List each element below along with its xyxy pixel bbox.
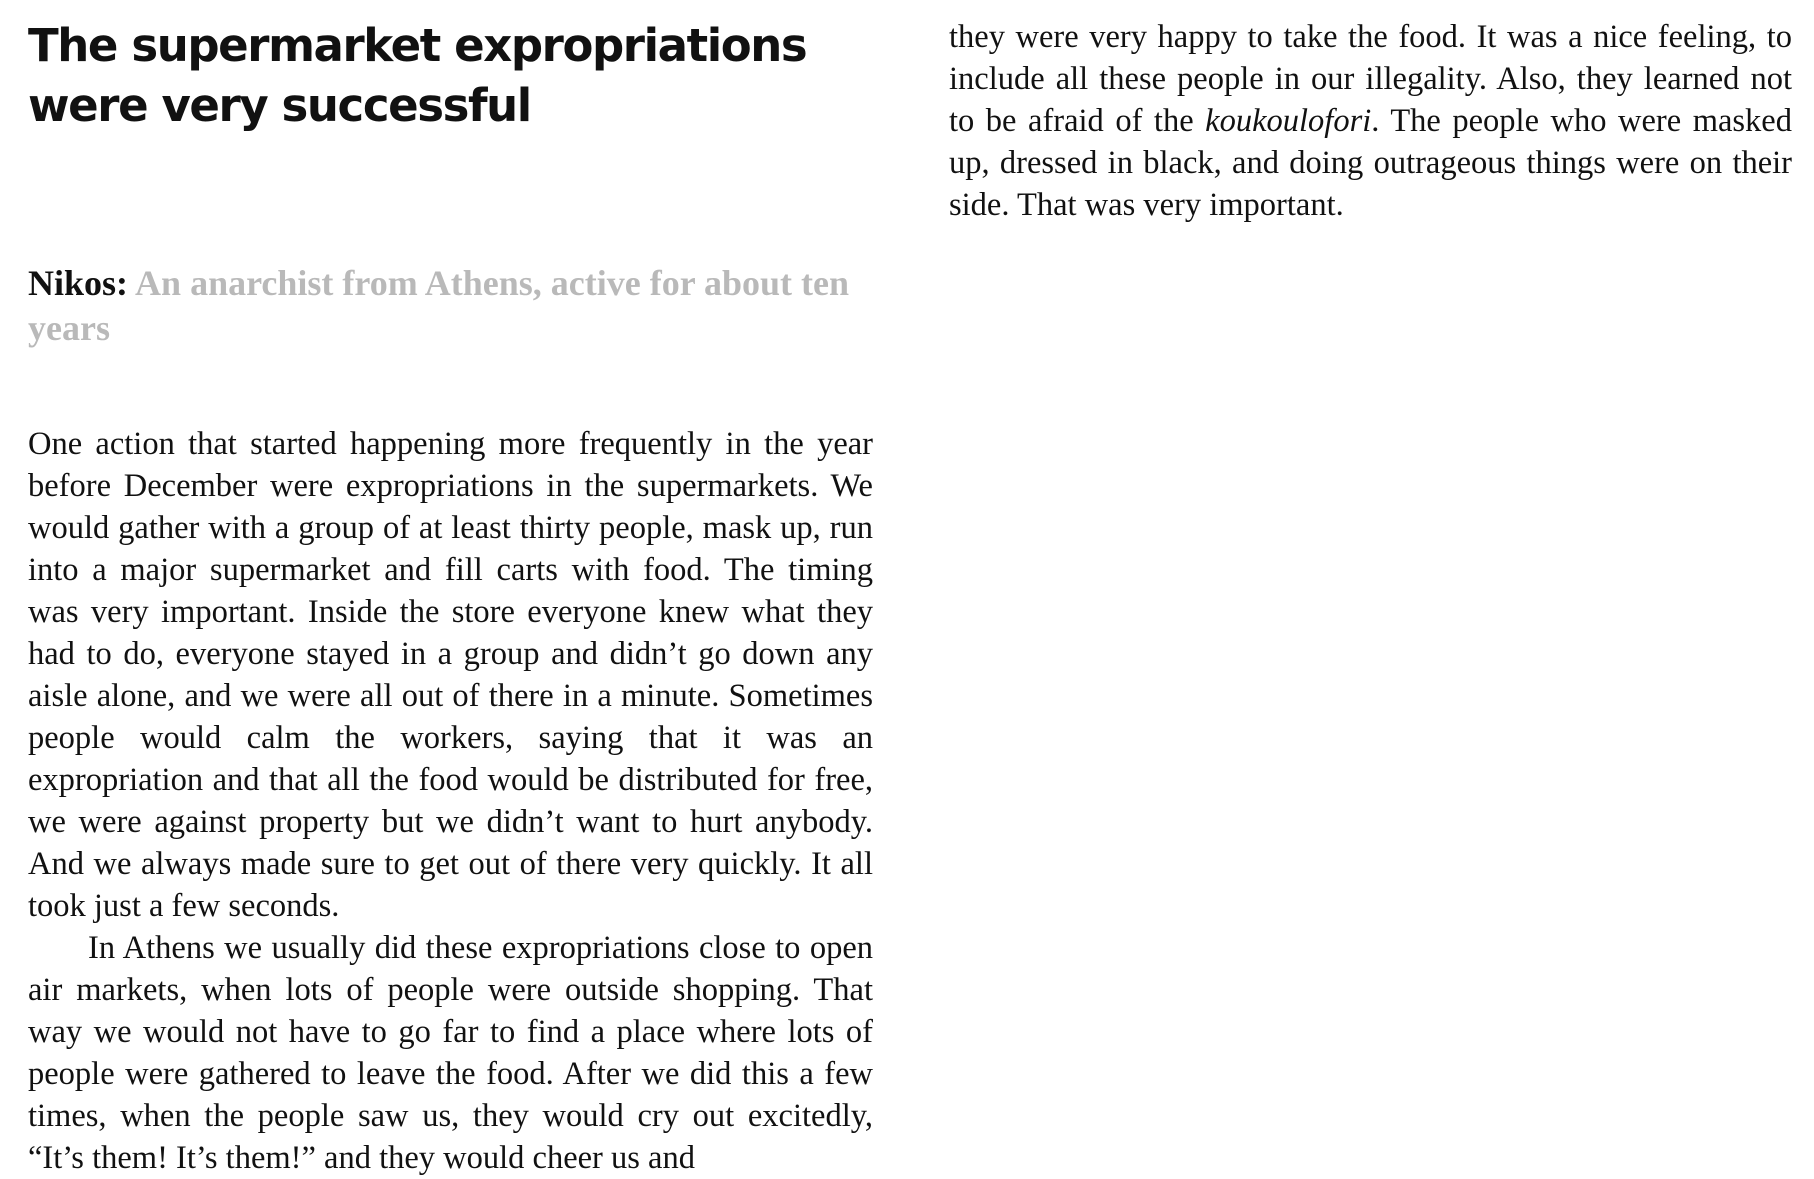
body-paragraph-1: One action that started happening more frequently in the year before December were expropriations in the supermarkets. We would gather with a group of at least thirty people, mask up, run into a major supermarket and fill carts with food. The timing was very important. Inside the store everyone knew what they had to do, everyone stayed in a group and didn’t go down any aisle alone, and we were all out of there in a minute. Sometimes people would calm the workers, saying that it was an expropriation and that all the food would be distributed for free, we were against property but we didn’t want to hurt anybody. And we always made sure to get out of there very quickly. It all took just a few seconds. [28, 426, 873, 924]
left-column [28, 0, 873, 1179]
continuation-text-2: . The people who were masked up, dressed in black, and doing outrageous things were on their side. That was very important. [949, 103, 1792, 223]
chapter-title: The supermarket expropriations were very successful [28, 19, 807, 132]
continuation-paragraph [949, 16, 1792, 226]
continuation-text-1: they were very happy to take the food. It was a nice feeling, to include all these people in our illegality. Also, they learned not to be afraid of the [949, 19, 1792, 139]
speaker-description: An anarchist from Athens, active for about ten years [28, 263, 850, 348]
koukoulofori-term: koukoulofori [1205, 103, 1372, 139]
right-column [949, 16, 1792, 226]
body-paragraph-2: In Athens we usually did these expropriations close to open air markets, when lots of people were outside shopping. That way we would not have to go far to find a place where lots of people were gathered to leave the food. After we did this a few times, when the people saw us, they would cry out excitedly, “It’s them! It’s them!” and they would cheer us and [28, 930, 873, 1176]
speaker-name: Nikos: [28, 263, 129, 303]
speaker-intro [28, 261, 873, 351]
